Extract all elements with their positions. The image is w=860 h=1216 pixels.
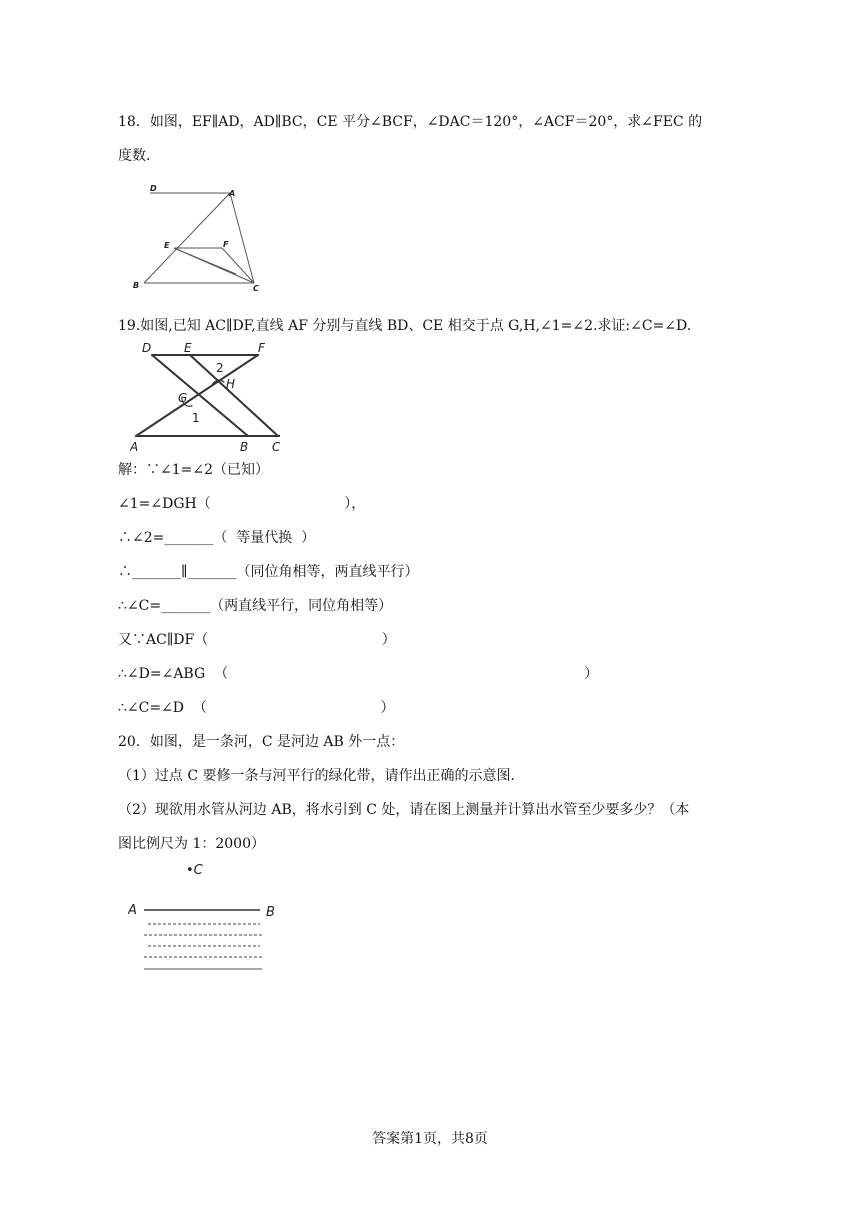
- q18-label-B: B: [133, 281, 140, 290]
- q19-label-C: C: [272, 440, 280, 452]
- q18-label-E: E: [164, 241, 170, 250]
- q19-label-1: 1: [192, 411, 200, 425]
- q19-proof-line4: ∴_______∥_______（同位角相等，两直线平行）: [118, 564, 419, 580]
- q19-proof-line6: 又∵AC∥DF（ ）: [118, 632, 396, 648]
- q18-label-A: A: [229, 189, 236, 198]
- q19-label-E: E: [184, 341, 192, 355]
- q20-part1: （1）过点 C 要修一条与河平行的绿化带，请作出正确的示意图．: [118, 768, 525, 784]
- q19-label-2: 2: [216, 361, 224, 375]
- q19-proof-line8: ∴∠C=∠D （ ）: [118, 700, 395, 716]
- q19-proof-line5: ∴∠C=_______（两直线平行，同位角相等）: [118, 598, 393, 614]
- q18-label-F: F: [223, 240, 229, 249]
- q19-label-H: H: [226, 377, 236, 391]
- q20-part2-line2: 图比例尺为 1：2000）: [118, 836, 265, 852]
- q18-text-line2: 度数．: [118, 148, 160, 164]
- q19-label-D: D: [142, 341, 152, 355]
- q20-text-line1: 20．如图，是一条河，C 是河边 AB 外一点：: [118, 734, 405, 750]
- q19-label-A: A: [130, 440, 139, 452]
- q19-label-F: F: [258, 341, 265, 355]
- q19-figure: [130, 340, 280, 452]
- q19-proof-line3: ∴∠2=_______（ 等量代换 ）: [118, 530, 316, 546]
- q18-label-C: C: [253, 284, 259, 293]
- q20-label-A: A: [128, 903, 137, 918]
- q20-label-C: •C: [186, 863, 203, 878]
- q19-label-G: G: [178, 391, 188, 405]
- q19-proof-line2: ∠1=∠DGH（ ），: [118, 496, 366, 512]
- q19-statement: 19.如图,已知 AC∥DF,直线 AF 分别与直线 BD、CE 相交于点 G,H,∠1=∠2.求证:∠C=∠D.: [118, 318, 692, 334]
- q19-label-B: B: [240, 440, 249, 452]
- q20-figure: [128, 858, 280, 972]
- q18-text-line1: 18．如图，EF∥AD，AD∥BC，CE 平分∠BCF，∠DAC＝120°，∠ACF＝20°，求∠FEC 的: [118, 114, 703, 130]
- page-footer: 答案第1页，共8页: [372, 1131, 488, 1147]
- q19-proof-line1: 解：∵∠1=∠2（已知）: [118, 462, 270, 478]
- q19-proof-line7: ∴∠D=∠ABG （ ）: [118, 666, 599, 682]
- q18-label-D: D: [150, 184, 157, 193]
- q20-label-B: B: [266, 905, 275, 920]
- q20-part2-line1: （2）现欲用水管从河边 AB，将水引到 C 处，请在图上测量并计算出水管至少要多少？（本: [118, 802, 690, 818]
- q18-figure: [128, 182, 268, 296]
